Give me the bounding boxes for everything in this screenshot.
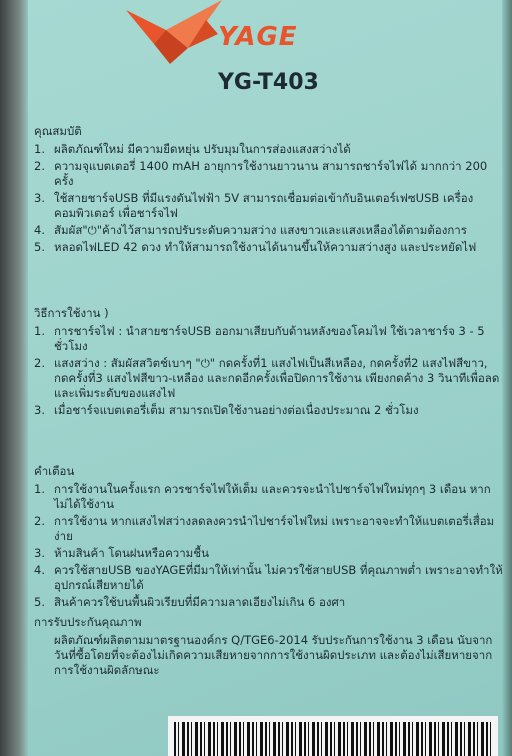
item-text: สัมผัส"⏻"ค้างไว้สามารถปรับระดับความสว่าง แสงขาวและแสงเหลืองได้ตามต้องการ bbox=[54, 223, 467, 237]
warnings-section bbox=[34, 464, 504, 612]
features-heading: คุณสมบัติ bbox=[34, 124, 82, 138]
model-number: YG-T403 bbox=[218, 70, 319, 95]
item-text: ความจุแบตเตอรี่ 1400 mAH อายุการใช้งานยาวนาน สามารถชาร์จไฟได้ มากกว่า 200 ครั้ง bbox=[54, 159, 488, 188]
list-item bbox=[34, 240, 504, 255]
list-item bbox=[34, 223, 504, 238]
item-number: 5. bbox=[34, 595, 45, 609]
item-text: สินค้าควรใช้บนพื้นผิวเรียบที่มีความลาดเอียงไม่เกิน 6 องศา bbox=[54, 595, 346, 609]
features-section bbox=[34, 124, 504, 257]
list-item bbox=[34, 142, 504, 157]
origami-bird-logo-icon bbox=[126, 0, 226, 64]
item-text: ควรใช้สายUSB ของYAGEที่มีมาให้เท่านั้น ไม่ควรใช้สายUSB ที่คุณภาพต่ำ เพราะอาจทำให้อุปกรณ์เสียหายได้ bbox=[54, 563, 503, 592]
item-number: 2. bbox=[34, 356, 45, 370]
item-number: 2. bbox=[34, 514, 45, 528]
barcode-bars bbox=[174, 722, 492, 756]
item-number: 1. bbox=[34, 324, 45, 338]
barcode bbox=[168, 716, 498, 756]
item-text: การใช้งาน หากแสงไฟสว่างลดลงควรนำไปชาร์จไฟใหม่ เพราะอาจจะทำให้แบตเตอรี่เสื่อมง่าย bbox=[54, 514, 495, 543]
warranty-heading: การรับประกันคุณภาพ bbox=[34, 615, 142, 629]
item-text: ห้ามสินค้า โดนฝนหรือความชื้น bbox=[54, 546, 209, 560]
left-edge-shadow bbox=[0, 0, 28, 756]
item-text: การชาร์จไฟ : นำสายชาร์จUSB ออกมาเสียบกับด้านหลังของโคมไฟ ใช้เวลาชาร์จ 3 - 5 ชั่วโมง bbox=[54, 324, 485, 353]
warnings-heading: คำเตือน bbox=[34, 464, 75, 478]
list-item bbox=[34, 563, 504, 593]
list-item bbox=[34, 324, 504, 354]
list-item bbox=[34, 403, 504, 418]
usage-heading: วิธีการใช้งาน ) bbox=[34, 306, 109, 320]
item-number: 5. bbox=[34, 240, 45, 254]
item-text: ใช้สายชาร์จUSB ที่มีแรงดันไฟฟ้า 5V สามารถเชื่อมต่อเข้ากับอินเตอร์เฟซUSB เครื่องคอมพิวเตอร์ เพื่อชาร์จไฟ bbox=[54, 191, 474, 220]
item-text: แสงสว่าง : สัมผัสสวิตช์เบาๆ "⏻" กดครั้งที่1 แสงไฟเป็นสีเหลือง, กดครั้งที่2 แสงไฟสีขาว, กดครั้งที่3 แสงไฟสีขาว-เหลือง และกดอีกครั้งเพื่อปิดการใช้งาน เพียงกดค้าง 3 วินาทีเพื่อลดและเพิ่มระดับของแสงไฟ bbox=[54, 356, 500, 400]
list-item bbox=[34, 191, 504, 221]
item-number: 1. bbox=[34, 142, 45, 156]
item-text: เมื่อชาร์จแบตเตอรี่เต็ม สามารถเปิดใช้งานอย่างต่อเนื่องประมาณ 2 ชั่วโมง bbox=[54, 403, 419, 417]
list-item bbox=[34, 546, 504, 561]
warranty-section bbox=[34, 615, 504, 678]
list-item bbox=[34, 482, 504, 512]
brand-name: YAGE bbox=[218, 22, 298, 52]
item-number: 4. bbox=[34, 223, 45, 237]
item-text: การใช้งานในครั้งแรก ควรชาร์จไฟให้เต็ม และควรจะนำไปชาร์จไฟใหม่ทุกๆ 3 เดือน หากไม่ได้ใช้งาน bbox=[54, 482, 491, 511]
item-number: 4. bbox=[34, 563, 45, 577]
item-number: 1. bbox=[34, 482, 45, 496]
list-item bbox=[34, 595, 504, 610]
warranty-text: ผลิตภัณฑ์ผลิตตามมาตรฐานองค์กร Q/TGE6-2014 รับประกันการใช้งาน 3 เดือน นับจากวันที่ซื้อโดยที่จะต้องไม่เกิดความเสียหายจากการใช้งานผิดประเภท และต้องไม่เสียหายจากการใช้งานผิดลักษณะ bbox=[54, 633, 493, 677]
item-number: 3. bbox=[34, 546, 45, 560]
usage-section bbox=[34, 306, 504, 420]
list-item bbox=[34, 159, 504, 189]
item-text: หลอดไฟLED 42 ดวง ทำให้สามารถใช้งานได้นานขึ้นให้ความสว่างสูง และประหยัดไฟ bbox=[54, 240, 477, 254]
item-text: ผลิตภัณฑ์ใหม่ มีความยืดหยุ่น ปรับมุมในการส่องแสงสว่างได้ bbox=[54, 142, 351, 156]
list-item bbox=[34, 514, 504, 544]
item-number: 3. bbox=[34, 191, 45, 205]
list-item bbox=[34, 356, 504, 401]
item-number: 2. bbox=[34, 159, 45, 173]
item-number: 3. bbox=[34, 403, 45, 417]
